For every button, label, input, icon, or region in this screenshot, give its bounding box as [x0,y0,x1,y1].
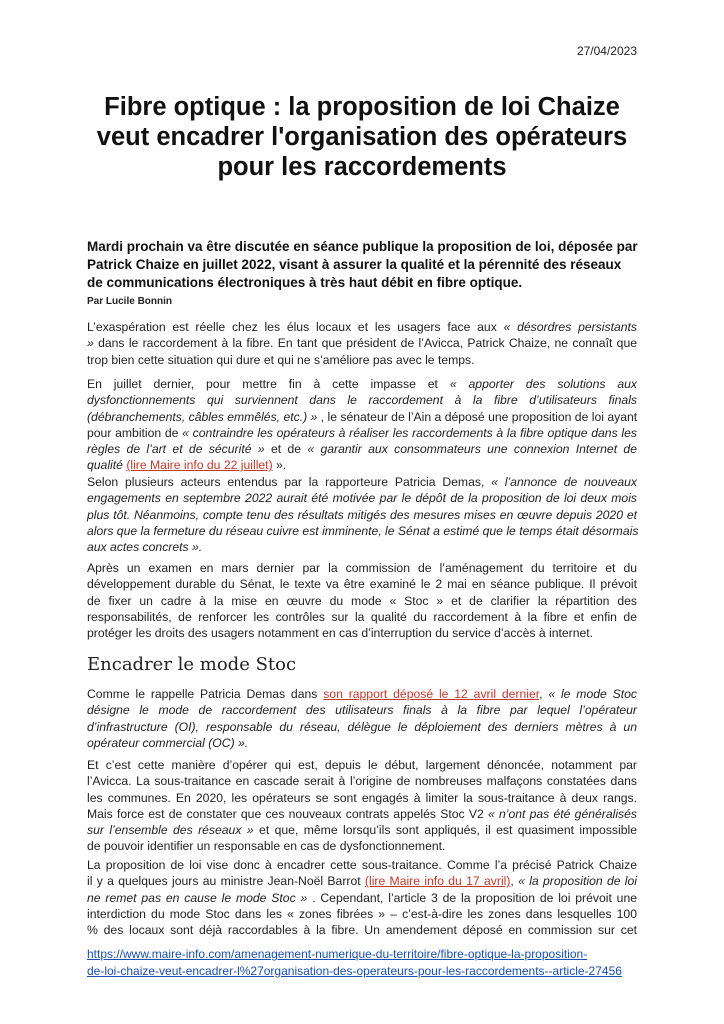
lead-line: Mardi prochain va être discutée en séance publique la proposition de loi, déposée par [87,239,638,254]
title-line: Fibre optique : la proposition de loi Chaize [104,93,620,121]
paragraph-line: L’exaspération est réelle chez les élus locaux et les usagers face aux « désordres persistants [87,320,637,334]
paragraph-line: pour ambition de « contraindre les opérateurs à réaliser les raccordements à la fibre optique dans les [87,425,637,440]
paragraph-line: de fixer un cadre à la mise en œuvre du mode « Stoc » et de clarifier la répartition des [87,593,637,608]
paragraph-line: » dans le raccordement à la fibre. En tant que président de l’Avicca, Patrick Chaize, ne connaît que [87,336,637,351]
author-byline: Par Lucile Bonnin [87,296,173,307]
paragraph-line: Mais force est de constater que ces nouveaux contrats appelés Stoc V2 « n’ont pas été généralisés [87,806,637,821]
source-url-line[interactable]: https://www.maire-info.com/amenagement-numerique-du-territoire/fibre-optique-la-proposition- [87,947,588,961]
paragraph-line: d’infrastructure (OI), responsable du réseau, délègue le déploiement des derniers mètres à un [87,719,637,734]
paragraph-line: ne remet pas en cause le mode Stoc » . Cependant, l’article 3 de la proposition de loi prévoit une [87,890,638,905]
article-lead [87,238,642,292]
paragraph-2 [87,376,637,474]
lead-line: de communications électroniques à très haut débit en fibre optique. [87,275,523,290]
paragraph-line: Et c’est cette manière d’opérer qui est, depuis le début, largement dénoncée, notamment par [87,758,637,772]
paragraph-line: dysfonctionnements qui surviennent dans le raccordement à la fibre d’utilisateurs finals [87,393,637,408]
paragraph-line: responsabilités, de renforcer les contrôles sur la qualité du raccordement à la fibre et enfin de [87,609,637,624]
source-url [87,946,639,980]
paragraph-line: l’Avicca. La sous-traitance en cascade serait à l’origine de nombreuses malfaçons constatées dans [87,774,637,789]
paragraph-line: Selon plusieurs acteurs entendus par la rapporteure Patricia Demas, « l’annonce de nouveaux [87,475,637,489]
paragraph-line: En juillet dernier, pour mettre fin à cette impasse et « apporter des solutions aux [87,377,637,391]
paragraph-line: règles de l’art et de sécurité » et de « garantir aux consommateurs une connexion Internet de [87,442,637,457]
paragraph-line: Comme le rappelle Patricia Demas dans son rapport déposé le 12 avril dernier, « le mode Stoc [87,687,638,701]
paragraph-line: plus tôt. Néanmoins, compte tenu des résultats mitigés des mesures mises en œuvre depuis 2020 et [87,507,637,522]
paragraph-line: aux actes concrets ». [87,540,203,555]
paragraph-1 [87,319,637,368]
link-maire-info-17-avril[interactable]: (lire Maire info du 17 avril) [364,874,511,889]
paragraph-line: (débranchements, câbles emmêlés, etc.) » , le sénateur de l’Ain a déposé une proposition de loi ayant [87,409,638,424]
paragraph-line: interdiction du mode Stoc dans les « zones fibrées » – c’est-à-dire les zones dans lesquelles 100 [87,906,637,921]
paragraph-3 [87,474,637,555]
lead-line: Patrick Chaize en juillet 2022, visant à assurer la qualité et la pérennité des réseaux [87,257,622,272]
paragraph-line: % des locaux sont déjà raccordables à la fibre. Un amendement déposé en commission sur cet [87,923,637,938]
section-heading: Encadrer le mode Stoc [87,654,297,675]
title-line: pour les raccordements [217,153,507,181]
publication-date: 27/04/2023 [576,44,637,58]
paragraph-line: développement durable du Sénat, le texte va être examiné le 2 mai en séance publique. Il prévoit [87,577,637,592]
paragraph-line: opérateur commercial (OC) ». [87,735,249,750]
paragraph-line: Après un examen en mars dernier par la commission de l’aménagement du territoire et du [87,561,637,575]
paragraph-line: les communes. En 2020, les opérateurs se sont engagés à limiter la sous-traitance à deux rangs. [87,790,637,805]
paragraph-line: il y a quelques jours au ministre Jean-Noël Barrot (lire Maire info du 17 avril), « la proposition de loi [87,874,637,889]
link-rapport-12-avril[interactable]: son rapport déposé le 12 avril dernier [323,687,540,701]
paragraph-line: La proposition de loi vise donc à encadrer cette sous-traitance. Comme l’a précisé Patrick Chaize [87,858,637,872]
paragraph-line: engagements en septembre 2022 aurait été motivée par le dépôt de la proposition de loi deux mois [87,491,637,506]
paragraph-4 [87,560,637,641]
paragraph-line: qualité (lire Maire info du 22 juillet) ». [87,458,287,473]
paragraph-7 [87,857,637,938]
paragraph-line: alors que la fermeture du réseau cuivre est imminente, le Sénat a estimé que le temps était désormais [87,523,639,538]
title-line: veut encadrer l'organisation des opérateurs [96,123,628,151]
link-maire-info-22-juillet[interactable]: (lire Maire info du 22 juillet) [126,458,273,473]
paragraph-line: sur l’ensemble des réseaux » et que, même lorsqu’ils sont appliqués, il est quasiment impossible [87,823,637,838]
source-url-line[interactable]: de-loi-chaize-veut-encadrer-l%27organisation-des-operateurs-pour-les-raccordements--article-27456 [87,964,622,978]
paragraph-line: désigne le mode de raccordement des utilisateurs finals à la fibre par lequel l’opérateur [87,703,637,718]
paragraph-line: trop bien cette situation qui dure et qui ne s’améliore pas avec le temps. [87,352,475,367]
paragraph-line: protéger les droits des usagers notamment en cas d’interruption du service d’accès à internet. [87,626,594,641]
article-title [72,92,652,182]
paragraph-line: de pouvoir identifier un responsable en cas de dysfonctionnement. [87,839,446,854]
paragraph-5 [87,686,637,751]
paragraph-6 [87,757,637,855]
